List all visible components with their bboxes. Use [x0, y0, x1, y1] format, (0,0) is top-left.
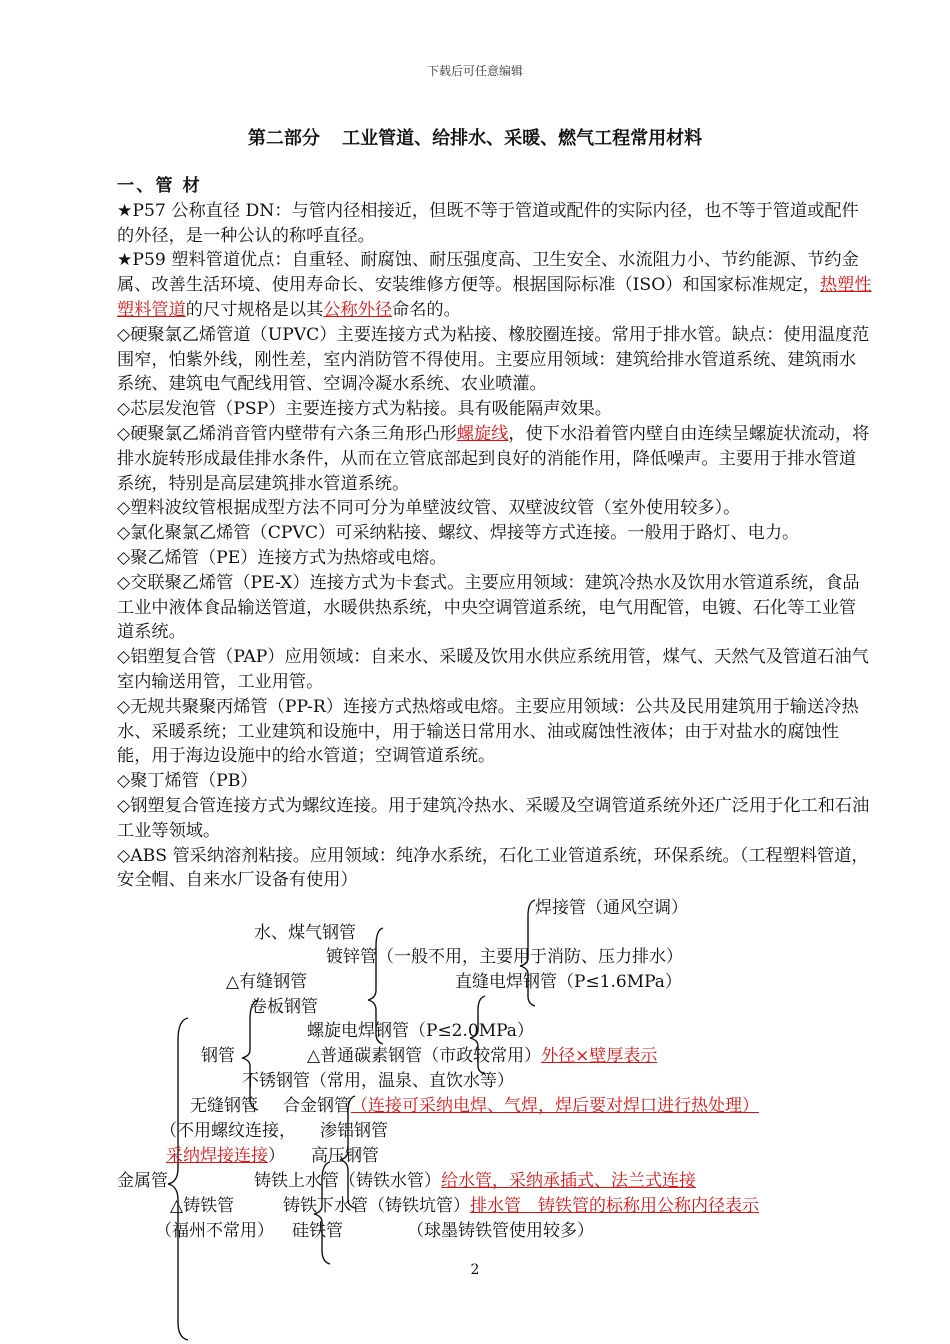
text-run: △普通碳素钢管（市政较常用）	[307, 1046, 542, 1066]
text-run: 命名的。	[392, 299, 461, 320]
text-run: 铸铁下水管（铸铁坑管）	[283, 1196, 470, 1216]
tree-ductile-note: （球墨铸铁管使用较多）	[407, 1221, 594, 1241]
text-run: 的尺寸规格是以其	[185, 299, 324, 320]
text-run: 铸铁上水管（铸铁水管）	[254, 1171, 441, 1191]
text-run: ★P59 塑料管道优点：自重轻、耐腐蚀、耐压强度高、卫生安全、水流阻力小、节约能源、节约金属、改善生活环境、使用寿命长、安装维修方便等。根据国际标准（ISO）和国家标准规定，	[117, 250, 859, 296]
tree-welded-pipe: 焊接管（通风空调）	[535, 898, 688, 918]
text-run: ◇芯层发泡管（PSP）主要连接方式为粘接。具有吸能隔声效果。	[117, 399, 612, 420]
tree-carbon-steel	[307, 1045, 657, 1067]
text-run: ◇ABS 管采纳溶剂粘接。应用领域：纯净水系统，石化工业管道系统，环保系统。（工程塑料管道，安全帽、自来水厂设备有使用）	[117, 845, 869, 891]
tree-no-thread: （不用螺纹连接，	[160, 1121, 296, 1141]
tree-galvanized-pipe: 镀锌管（一般不用，主要用于消防、压力排水）	[326, 947, 683, 967]
highlight-text: 螺旋线	[456, 423, 509, 444]
text-run: ◇交联聚乙烯管（PE-X）连接方式为卡套式。主要应用领域：建筑冷热水及饮用水管道系统，食品工业中液体食品输送管道，水暖供热系统，中央空调管道系统，电气用配管，电镀、石化等工业管道系统。	[117, 572, 860, 643]
brace-metal	[168, 1018, 188, 1340]
tree-cast-drain	[283, 1195, 759, 1217]
text-run: 合金钢管	[283, 1096, 351, 1116]
text-run: ，使下水沿着管内壁自由连续呈螺旋状流动，将排水旋转形成最佳排水条件，从而在立管底部起到良好的消能作用，降低噪声。主要用于排水管道系统，特别是高层建筑排水管道系统。	[117, 423, 870, 494]
text-run: ◇塑料波纹管根据成型方法不同可分为单壁波纹管、双壁波纹管（室外使用较多）。	[117, 498, 741, 519]
highlight-text: （连接可采纳电焊、气焊，焊后要对焊口进行热处理）	[351, 1096, 759, 1116]
text-run: ◇无规共聚聚丙烯管（PP-R）连接方式热熔或电熔。主要应用领域：公共及民用建筑用于输送冷热水、采暖系统；工业建筑和设施中，用于输送日常用水、油或腐蚀性液体；由于对盐水的腐蚀性能，用于海边设施中的给水管道；空调管道系统。	[117, 696, 859, 767]
text-run: ◇钢塑复合管连接方式为螺纹连接。用于建筑冷热水、采暖及空调管道系统外还广泛用于化工和石油工业等领域。	[117, 795, 870, 841]
tree-welding-conn	[166, 1145, 285, 1167]
highlight-text: 给水管，采纳承插式、法兰式连接	[441, 1171, 696, 1191]
tree-alloy	[283, 1095, 759, 1117]
text-run: ◇硬聚氯乙烯管道（UPVC）主要连接方式为粘接、橡胶圈连接。常用于排水管。缺点：使用温度范围窄，怕紫外线，刚性差，室内消防管不得使用。主要应用领域：建筑给排水管道系统、建筑雨水系统、建筑电气配线用管、空调冷凝水系统、农业喷灌。	[117, 324, 870, 395]
text-run: ◇聚乙烯管（PE）连接方式为热熔或电熔。	[117, 547, 447, 568]
tree-metal-pipe: 金属管	[117, 1171, 168, 1191]
tree-rolled-pipe: 卷板钢管	[250, 997, 318, 1017]
tree-cast-iron: △铸铁管	[170, 1196, 235, 1216]
tree-fuzhou: （福州不常用）	[155, 1221, 274, 1241]
tree-steel-pipe: 钢管	[201, 1046, 235, 1066]
tree-seamed-pipe: △有缝钢管	[226, 972, 308, 992]
title-part: 第二部分	[247, 128, 320, 149]
title-text: 工业管道、给排水、采暖、燃气工程常用材料	[342, 128, 703, 149]
tree-water-gas-pipe: 水、煤气钢管	[254, 923, 356, 943]
text-run: ）	[268, 1146, 285, 1166]
page-header: 下载后可任意编辑	[426, 64, 523, 78]
text-run: ◇硬聚氯乙烯消音管内壁带有六条三角形凸形	[117, 423, 457, 444]
text-run: ◇铝塑复合管（PAP）应用领域：自来水、采暖及饮用水供应系统用管，煤气、天然气及管道石油气室内输送用管，工业用管。	[117, 647, 869, 692]
section-heading: 一、管 材	[117, 176, 202, 196]
page-number: 2	[470, 1262, 480, 1278]
highlight-text: 热塑性塑料管道	[117, 275, 872, 320]
tree-stainless: 不锈钢管（常用，温泉、直饮水等）	[242, 1071, 514, 1091]
tree-cast-supply	[254, 1170, 696, 1192]
highlight-text: 外径×壁厚表示	[541, 1046, 658, 1066]
highlight-text: 排水管 铸铁管的标称用公称内径表示	[470, 1196, 759, 1216]
tree-straight-weld: 直缝电焊钢管（P≤1.6MPa）	[455, 972, 682, 992]
tree-aluminized: 渗铝钢管	[320, 1121, 388, 1141]
text-run: ◇氯化聚氯乙烯管（CPVC）可采纳粘接、螺纹、焊接等方式连接。一般用于路灯、电力。	[117, 523, 800, 544]
tree-silicon-iron: 硅铁管	[292, 1221, 343, 1241]
highlight-text: 采纳焊接连接	[166, 1146, 268, 1166]
tree-spiral-weld: 螺旋电焊钢管（P≤2.0MPa）	[307, 1021, 534, 1041]
text-run: ★P57 公称直径 DN：与管内径相接近，但既不等于管道或配件的实际内径，也不等于管道或配件的外径，是一种公认的称呼直径。	[117, 200, 859, 246]
tree-high-pressure: 高压钢管	[311, 1146, 379, 1166]
text-run: ◇聚丁烯管（PB）	[117, 771, 258, 792]
highlight-text: 公称外径	[323, 299, 393, 320]
tree-seamless: 无缝钢管	[190, 1096, 258, 1116]
